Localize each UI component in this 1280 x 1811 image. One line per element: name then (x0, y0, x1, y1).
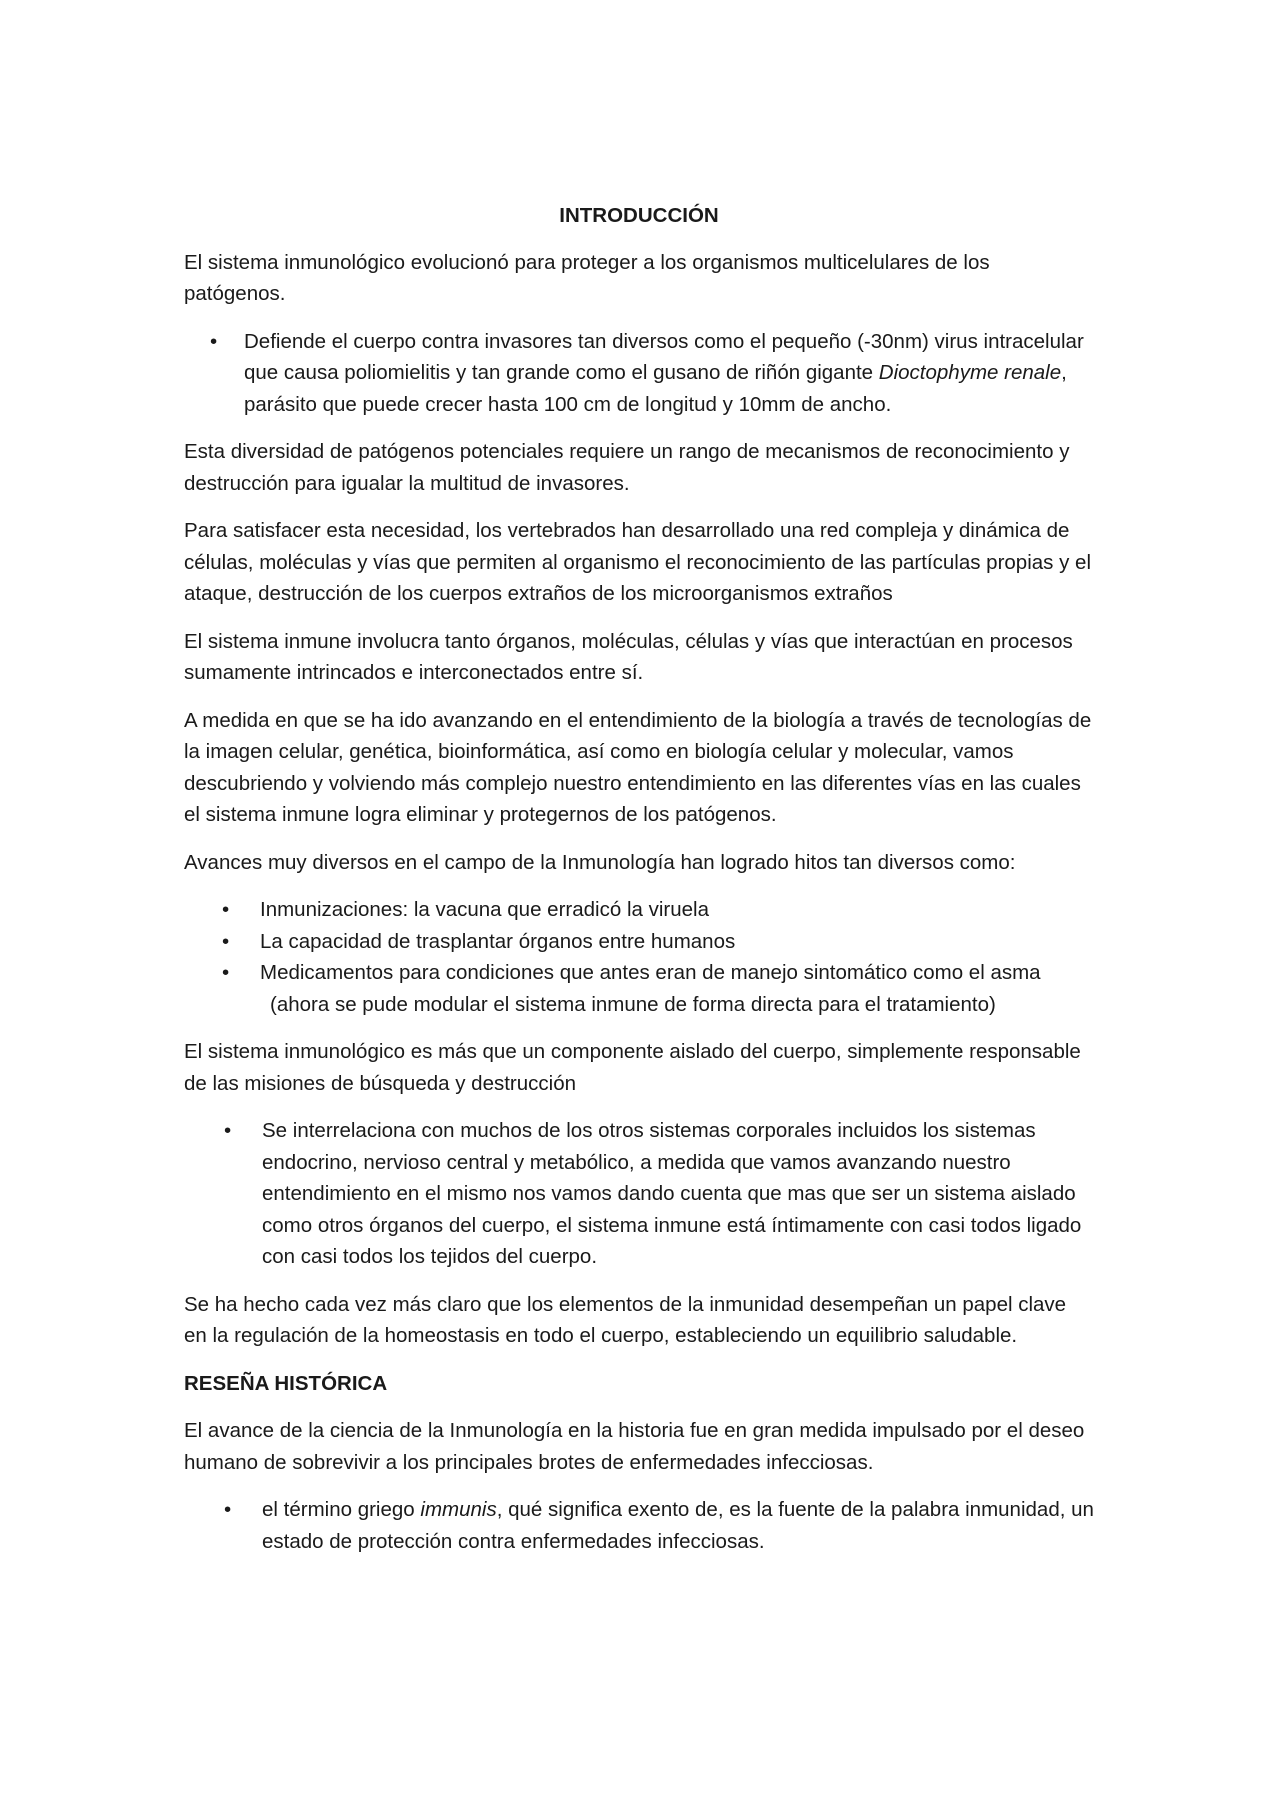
paragraph-history: El avance de la ciencia de la Inmunología en la historia fue en gran medida impulsado por el deseo humano de sobrevivir a los principales brotes de enfermedades infecciosas. (184, 1419, 1085, 1474)
bullet-text-after: , qué significa exento de, es la fuente de la palabra inmunidad, un estado de protección contra enfermedades infecciosas. (262, 1498, 1094, 1553)
list-item-continuation: (ahora se pude modular el sistema inmune de forma directa para el tratamiento) (270, 992, 996, 1016)
list-item (184, 926, 1094, 958)
bullet-text-after: , parásito que puede crecer hasta 100 cm de longitud y 10mm de ancho. (244, 361, 1067, 416)
bullet-list-interrelation (184, 1115, 1094, 1273)
document-page (184, 200, 1094, 1573)
paragraph-vertebrates: Para satisfacer esta necesidad, los vertebrados han desarrollado una red compleja y dinámica de células, moléculas y vías que permiten al organismo el reconocimiento de las partículas propias y el ataque, destrucción de los cuerpos extraños de los microorganismos extraños (184, 519, 1092, 605)
list-item-text: Inmunizaciones: la vacuna que erradicó la viruela (260, 898, 709, 921)
section-heading-history: RESEÑA HISTÓRICA (184, 1371, 388, 1395)
paragraph-intro: El sistema inmunológico evolucionó para proteger a los organismos multicelulares de los patógenos. (184, 250, 990, 305)
bullet-icon: • (210, 329, 218, 353)
list-item (184, 957, 1094, 1020)
list-item (184, 326, 1094, 421)
bullet-list-milestones (184, 894, 1094, 1020)
bullet-icon: • (224, 1119, 232, 1142)
bullet-icon: • (224, 1498, 232, 1521)
paragraph-advances-understanding: A medida en que se ha ido avanzando en el entendimiento de la biología a través de tecnologías de la imagen celular, genética, bioinformática, así como en biología celular y molecular, vamos descubriendo y volviendo más complejo nuestro entendimiento en las diferentes vías en las cuales el sistema inmune logra eliminar y protegernos de los patógenos. (184, 708, 1092, 826)
paragraph-homeostasis: Se ha hecho cada vez más claro que los elementos de la inmunidad desempeñan un papel clave en la regulación de la homeostasis en todo el cuerpo, estableciendo un equilibrio saludable. (184, 1292, 1067, 1347)
bullet-text-before: Defiende el cuerpo contra invasores tan diversos como el pequeño (-30nm) virus intracelular que causa poliomielitis y tan grande como el gusano de riñón gigante (244, 329, 1084, 384)
list-item-text: Se interrelaciona con muchos de los otros sistemas corporales incluidos los sistemas endocrino, nervioso central y metabólico, a medida que vamos avanzando nuestro entendimiento en el mismo nos vamos dando cuenta que mas que ser un sistema aislado como otros órganos del cuerpo, el sistema inmune está íntimamente con casi todos ligado con casi todos los tejidos del cuerpo. (262, 1119, 1082, 1268)
bullet-text-before: el término griego (262, 1498, 421, 1521)
bullet-icon: • (222, 898, 230, 921)
bullet-list-etymology (184, 1494, 1094, 1557)
paragraph-organs: El sistema inmune involucra tanto órganos, moléculas, células y vías que interactúan en procesos sumamente intrincados e interconectados entre sí. (184, 629, 1073, 684)
list-item-text: Medicamentos para condiciones que antes eran de manejo sintomático como el asma (260, 961, 1041, 984)
paragraph-diversity: Esta diversidad de patógenos potenciales requiere un rango de mecanismos de reconocimiento y destrucción para igualar la multitud de invasores. (184, 440, 1070, 495)
bullet-icon: • (222, 961, 230, 984)
list-item (184, 1115, 1094, 1273)
list-item (184, 1494, 1094, 1557)
paragraph-milestones: Avances muy diversos en el campo de la Inmunología han logrado hitos tan diversos como: (184, 850, 1016, 874)
page-title: INTRODUCCIÓN (559, 204, 719, 227)
list-item-text: La capacidad de trasplantar órganos entre humanos (260, 929, 736, 953)
bullet-icon: • (222, 929, 230, 953)
latin-term: immunis (420, 1498, 497, 1521)
paragraph-isolated-component: El sistema inmunológico es más que un componente aislado del cuerpo, simplemente responsable de las misiones de búsqueda y destrucción (184, 1040, 1081, 1095)
species-name: Dioctophyme renale (878, 361, 1062, 384)
bullet-list-defense (184, 326, 1094, 421)
list-item (184, 894, 1094, 926)
